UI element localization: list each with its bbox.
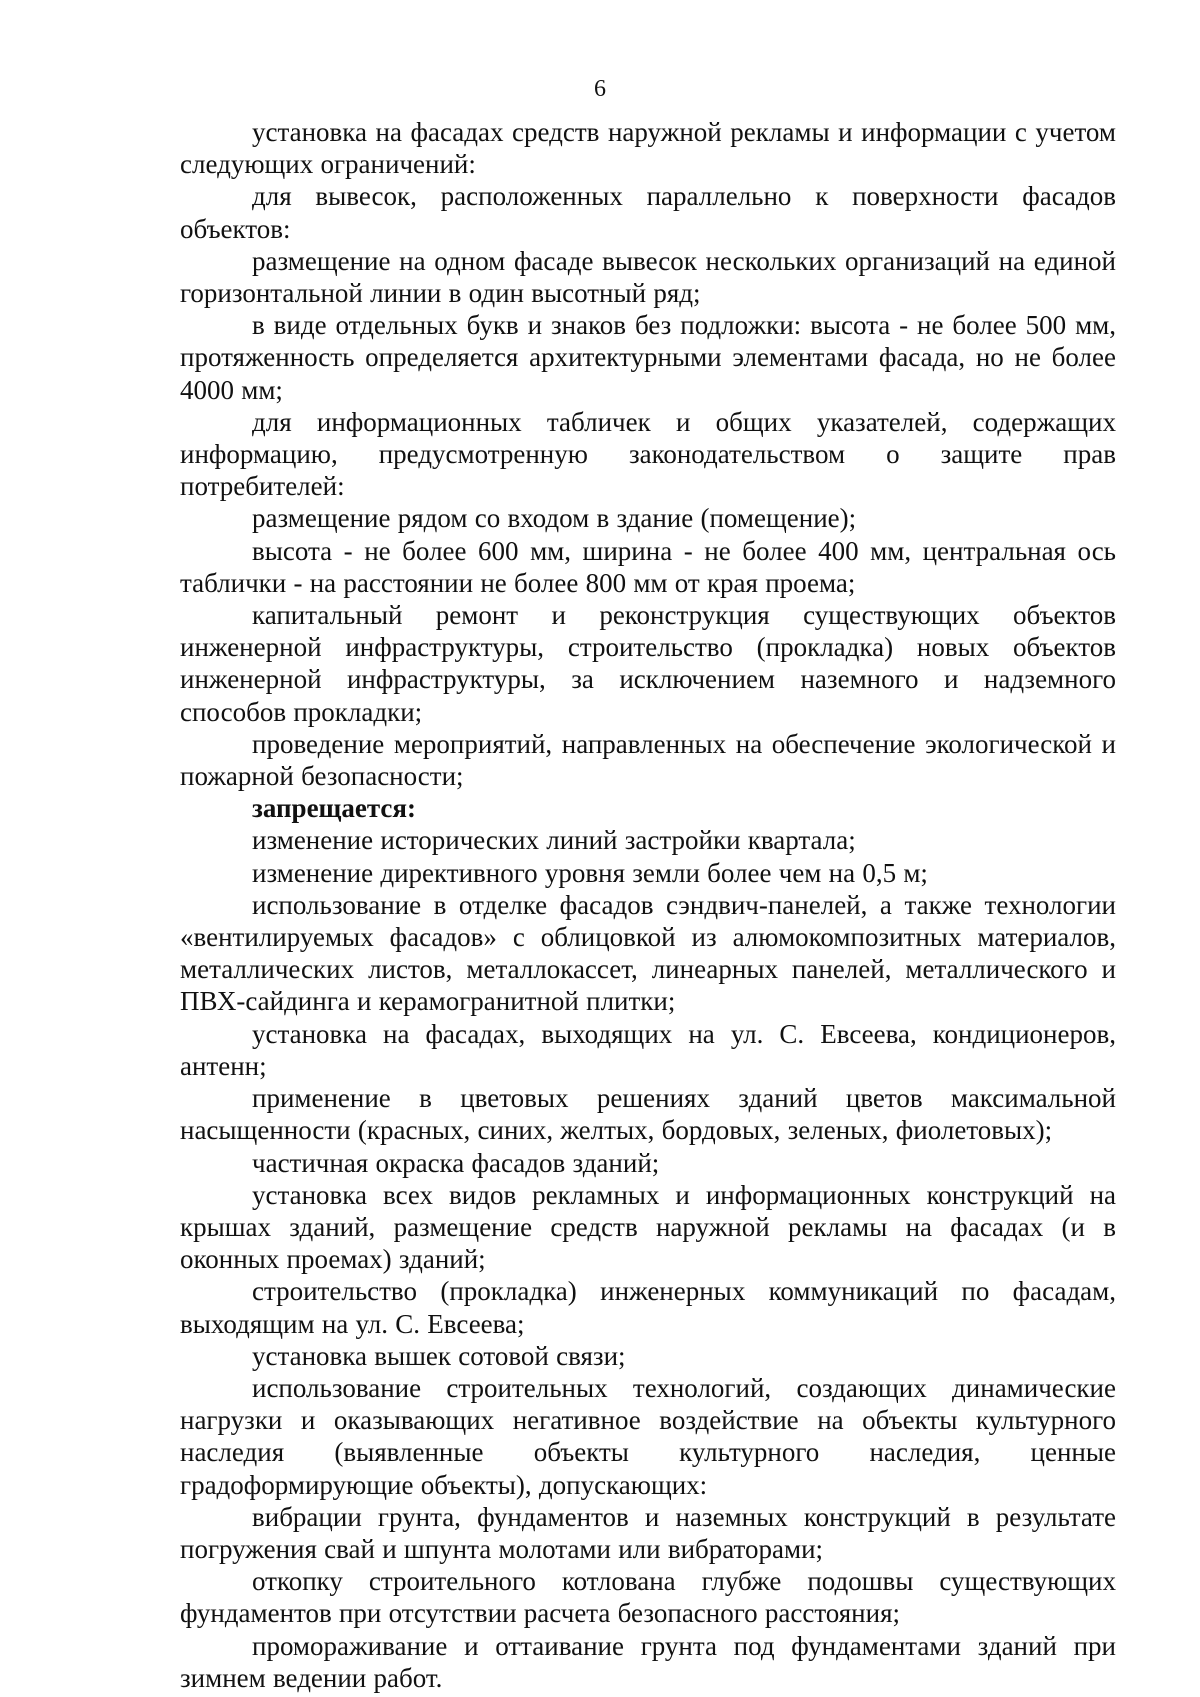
paragraph: применение в цветовых решениях зданий цветов максимальной насыщенности (красных, синих, желтых, бордовых, зеленых, фиолетовых); xyxy=(180,1083,1116,1146)
paragraph: капитальный ремонт и реконструкция существующих объектов инженерной инфраструктуры, строительство (прокладка) новых объектов инженерной инфраструктуры, за исключением наземного и надземного способов прокладки; xyxy=(180,600,1116,727)
paragraph: использование строительных технологий, создающих динамические нагрузки и оказывающих негативное воздействие на объекты культурного наследия (выявленные объекты культурного наследия, ценные градоформирующие объекты), допускающих: xyxy=(180,1372,1116,1500)
paragraph: размещение на одном фасаде вывесок нескольких организаций на единой горизонтальной линии в один высотный ряд; xyxy=(180,245,1116,309)
paragraph: частичная окраска фасадов зданий; xyxy=(252,1147,660,1178)
paragraph: изменение директивного уровня земли более чем на 0,5 м; xyxy=(252,857,928,888)
paragraph: для информационных табличек и общих указателей, содержащих информацию, предусмотренную законодательством о защите прав потребителей: xyxy=(180,406,1116,502)
paragraph: вибрации грунта, фундаментов и наземных конструкций в результате погружения свай и шпунта молотами или вибраторами; xyxy=(180,1501,1116,1564)
section-heading-prohibited: запрещается: xyxy=(252,793,417,824)
paragraph: использование в отделке фасадов сэндвич-панелей, а также технологии «вентилируемых фасадов» с облицовкой из алюмокомпозитных материалов, металлических листов, металлокассет, линеарных панелей, металлического и ПВХ-сайдинга и керамогранитной плитки; xyxy=(180,889,1116,1017)
paragraph: строительство (прокладка) инженерных коммуникаций по фасадам, выходящим на ул. С. Евсеева; xyxy=(180,1276,1116,1339)
paragraph: изменение исторических линий застройки квартала; xyxy=(252,825,856,856)
paragraph: в виде отдельных букв и знаков без подложки: высота - не более 500 мм, протяженность определяется архитектурными элементами фасада, но не более 4000 мм; xyxy=(180,310,1116,405)
paragraph: откопку строительного котлована глубже подошвы существующих фундаментов при отсутствии расчета безопасного расстояния; xyxy=(180,1566,1116,1629)
page-number: 6 xyxy=(594,76,606,102)
paragraph: установка вышек сотовой связи; xyxy=(252,1340,626,1371)
paragraph: промораживание и оттаивание грунта под фундаментами зданий при зимнем ведении работ. xyxy=(180,1630,1116,1693)
paragraph: проведение мероприятий, направленных на обеспечение экологической и пожарной безопасности; xyxy=(180,728,1116,792)
paragraph: установка на фасадах, выходящих на ул. С. Евсеева, кондиционеров, антенн; xyxy=(180,1018,1116,1081)
paragraph: высота - не более 600 мм, ширина - не более 400 мм, центральная ось таблички - на расстоянии не более 800 мм от края проема; xyxy=(180,535,1116,598)
paragraph: для вывесок, расположенных параллельно к поверхности фасадов объектов: xyxy=(180,181,1116,244)
paragraph: установка на фасадах средств наружной рекламы и информации с учетом следующих ограничений: xyxy=(180,117,1116,180)
document-body xyxy=(180,116,1116,1694)
paragraph: размещение рядом со входом в здание (помещение); xyxy=(252,503,857,534)
paragraph: установка всех видов рекламных и информационных конструкций на крышах зданий, размещение средств наружной рекламы на фасадах (и в оконных проемах) зданий; xyxy=(180,1179,1116,1275)
